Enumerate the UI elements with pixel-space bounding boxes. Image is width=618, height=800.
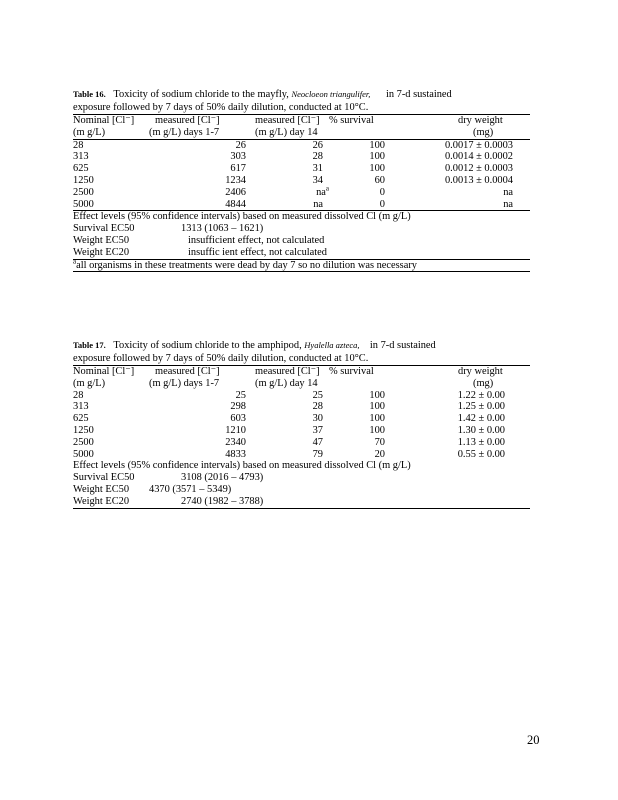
caption-text: Toxicity of sodium chloride to the mayfly, [113, 89, 289, 100]
table-row [73, 175, 530, 187]
header-measured-day-14-unit: (m g/L) day 14 [255, 377, 318, 389]
effects-title [73, 460, 530, 472]
cell-survival: 20 [374, 448, 385, 460]
cell-measured-days-1-7: 1234 [225, 174, 246, 186]
cell-dry-weight: 1.30 ± 0.00 [457, 424, 505, 436]
cell-measured-days-1-7: 26 [235, 139, 246, 151]
page-number: 20 [527, 733, 540, 747]
cell-nominal: 2500 [73, 436, 94, 448]
table-row [73, 184, 530, 199]
effect-value: 4370 (3571 – 5349) [149, 483, 232, 495]
bottom-rule [73, 271, 530, 272]
effect-value: 1313 (1063 – 1621) [181, 223, 264, 235]
cell-measured-days-1-7: 25 [235, 389, 246, 401]
table-row [73, 425, 530, 437]
effect-value: 2740 (1982 – 3788) [181, 495, 264, 507]
cell-measured-day-14: 34 [312, 174, 323, 186]
cell-survival: 100 [369, 424, 385, 436]
cell-survival: 100 [369, 139, 385, 151]
table-row [73, 449, 530, 461]
cell-dry-weight: 1.22 ± 0.00 [457, 389, 505, 401]
cell-measured-day-14: 26 [312, 139, 323, 151]
cell-measured-days-1-7: 603 [230, 413, 246, 425]
cell-measured-days-1-7: 303 [230, 151, 246, 163]
effect-value: 3108 (2016 – 4793) [181, 472, 264, 484]
cell-nominal: 625 [73, 413, 89, 425]
effects-title-text: Effect levels (95% confidence intervals) based on measured dissolved Cl (m g/L) [73, 211, 411, 223]
effect-label: Weight EC50 [73, 234, 130, 246]
header-units-row [73, 127, 530, 139]
header-measured-days-1-7-unit: (m g/L) days 1-7 [149, 377, 220, 389]
cell-measured-days-1-7: 4844 [225, 198, 246, 210]
header-nominal-unit: (m g/L) [73, 377, 106, 389]
table-row [73, 151, 530, 163]
cell-nominal: 1250 [73, 424, 94, 436]
cell-survival: 100 [369, 401, 385, 413]
header-dry-weight: dry weight [458, 115, 503, 126]
cell-measured-days-1-7: 2340 [225, 436, 246, 448]
cell-measured-day-14: 28 [312, 151, 323, 163]
header-nominal: Nominal [Cl⁻] [73, 115, 135, 126]
footnote-text-wrap [73, 257, 417, 272]
table-row [73, 401, 530, 413]
header-nominal-unit: (m g/L) [73, 126, 106, 138]
cell-measured-day-14: 28 [312, 401, 323, 413]
cell-survival: 70 [374, 436, 385, 448]
cell-dry-weight: 0.0013 ± 0.0004 [444, 174, 513, 186]
cell-measured-day-14: 25 [312, 389, 323, 401]
caption-line-2: exposure followed by 7 days of 50% daily dilution, conducted at 10°C. [73, 352, 369, 364]
cell-survival: 100 [369, 151, 385, 163]
cell-dry-weight: 1.42 ± 0.00 [457, 413, 505, 425]
cell-measured-day-14: 79 [312, 448, 323, 460]
header-measured-days-1-7-unit: (m g/L) days 1-7 [149, 126, 220, 138]
effect-row [73, 496, 530, 508]
effect-row [73, 484, 530, 496]
effect-row [73, 472, 530, 484]
cell-measured-day-14: 31 [312, 163, 323, 175]
footnote-text: all organisms in these treatments were dead by day 7 so no dilution was necessary [76, 259, 417, 271]
cell-survival: 100 [369, 413, 385, 425]
cell-measured-days-1-7: 4833 [225, 448, 246, 460]
effect-label: Survival EC50 [73, 472, 135, 484]
effect-row [73, 223, 530, 235]
table-row [73, 390, 530, 402]
table-row [73, 199, 530, 211]
cell-survival: 100 [369, 389, 385, 401]
header-units-row [73, 378, 530, 390]
cell-nominal: 5000 [73, 198, 94, 210]
effect-value: insuffic ient effect, not calculated [188, 246, 327, 258]
table-16-caption [73, 88, 530, 102]
cell-dry-weight: 0.55 ± 0.00 [457, 448, 505, 460]
species-name: Neocloeon triangulifer, [291, 89, 371, 99]
effect-label: Weight EC20 [73, 246, 130, 258]
cell-measured-day-14: 30 [312, 413, 323, 425]
header-row [73, 115, 530, 127]
cell-value: na [316, 186, 326, 198]
cell-survival: 60 [374, 174, 385, 186]
table-16 [73, 88, 530, 272]
cell-dry-weight: 1.13 ± 0.00 [457, 436, 505, 448]
table-row [73, 140, 530, 152]
footnote-marker: a [325, 184, 329, 193]
cell-nominal: 313 [73, 151, 89, 163]
caption-text: Toxicity of sodium chloride to the amphipod, [113, 340, 302, 351]
cell-nominal: 2500 [73, 186, 94, 198]
effect-value: insufficient effect, not calculated [188, 234, 325, 246]
caption-text-end: in 7-d sustained [385, 89, 452, 100]
header-measured-days-1-7: measured [Cl⁻] [155, 366, 220, 377]
table-17 [73, 339, 530, 509]
cell-nominal: 28 [73, 389, 84, 401]
header-nominal: Nominal [Cl⁻] [73, 366, 135, 377]
header-measured-days-1-7: measured [Cl⁻] [155, 115, 220, 126]
caption-label: Table 17. [73, 340, 106, 350]
header-measured-day-14: measured [Cl⁻] [255, 115, 320, 126]
cell-dry-weight: 0.0012 ± 0.0003 [444, 163, 513, 175]
cell-nominal: 313 [73, 401, 89, 413]
cell-measured-days-1-7: 298 [230, 401, 246, 413]
effect-label: Weight EC50 [73, 483, 130, 495]
cell-survival: 0 [379, 186, 385, 198]
cell-nominal: 1250 [73, 174, 94, 186]
header-measured-day-14: measured [Cl⁻] [255, 366, 320, 377]
footnote-mark: a [73, 257, 77, 266]
table-row [73, 437, 530, 449]
caption-label: Table 16. [73, 89, 106, 99]
species-name: Hyalella azteca, [304, 340, 360, 350]
cell-dry-weight: 0.0014 ± 0.0002 [444, 151, 513, 163]
cell-survival: 100 [369, 163, 385, 175]
effect-label: Survival EC50 [73, 223, 135, 235]
effect-label: Weight EC20 [73, 495, 130, 507]
cell-dry-weight: 1.25 ± 0.00 [457, 401, 505, 413]
cell-dry-weight: na [503, 186, 513, 198]
cell-dry-weight: na [503, 198, 513, 210]
header-row [73, 366, 530, 378]
effect-row [73, 247, 530, 259]
table-row [73, 413, 530, 425]
cell-measured-day-14: 37 [312, 424, 323, 436]
cell-survival: 0 [379, 198, 385, 210]
cell-nominal: 28 [73, 139, 84, 151]
caption-line-2: exposure followed by 7 days of 50% daily dilution, conducted at 10°C. [73, 101, 369, 113]
header-measured-day-14-unit: (m g/L) day 14 [255, 126, 318, 138]
header-survival: % survival [329, 366, 374, 377]
caption-text-end: in 7-d sustained [369, 340, 436, 351]
cell-nominal: 625 [73, 163, 89, 175]
cell-measured-days-1-7: 1210 [225, 424, 246, 436]
cell-dry-weight: 0.0017 ± 0.0003 [444, 139, 513, 151]
bottom-rule [73, 508, 530, 509]
cell-measured-day-14: 47 [312, 436, 323, 448]
table-row [73, 163, 530, 175]
cell-nominal: 5000 [73, 448, 94, 460]
effects-title-text: Effect levels (95% confidence intervals) based on measured dissolved Cl (m g/L) [73, 460, 411, 472]
header-dry-weight: dry weight [458, 366, 503, 377]
header-dry-weight-unit: (mg) [473, 126, 494, 138]
header-dry-weight-unit: (mg) [473, 377, 494, 389]
footnote [73, 257, 530, 272]
header-survival: % survival [329, 115, 374, 126]
effect-row [73, 235, 530, 247]
cell-measured-day-14: na [313, 198, 323, 210]
cell-measured-days-1-7: 617 [230, 163, 246, 175]
cell-measured-days-1-7: 2406 [225, 186, 246, 198]
table-17-caption [73, 339, 530, 353]
effects-title [73, 211, 530, 223]
